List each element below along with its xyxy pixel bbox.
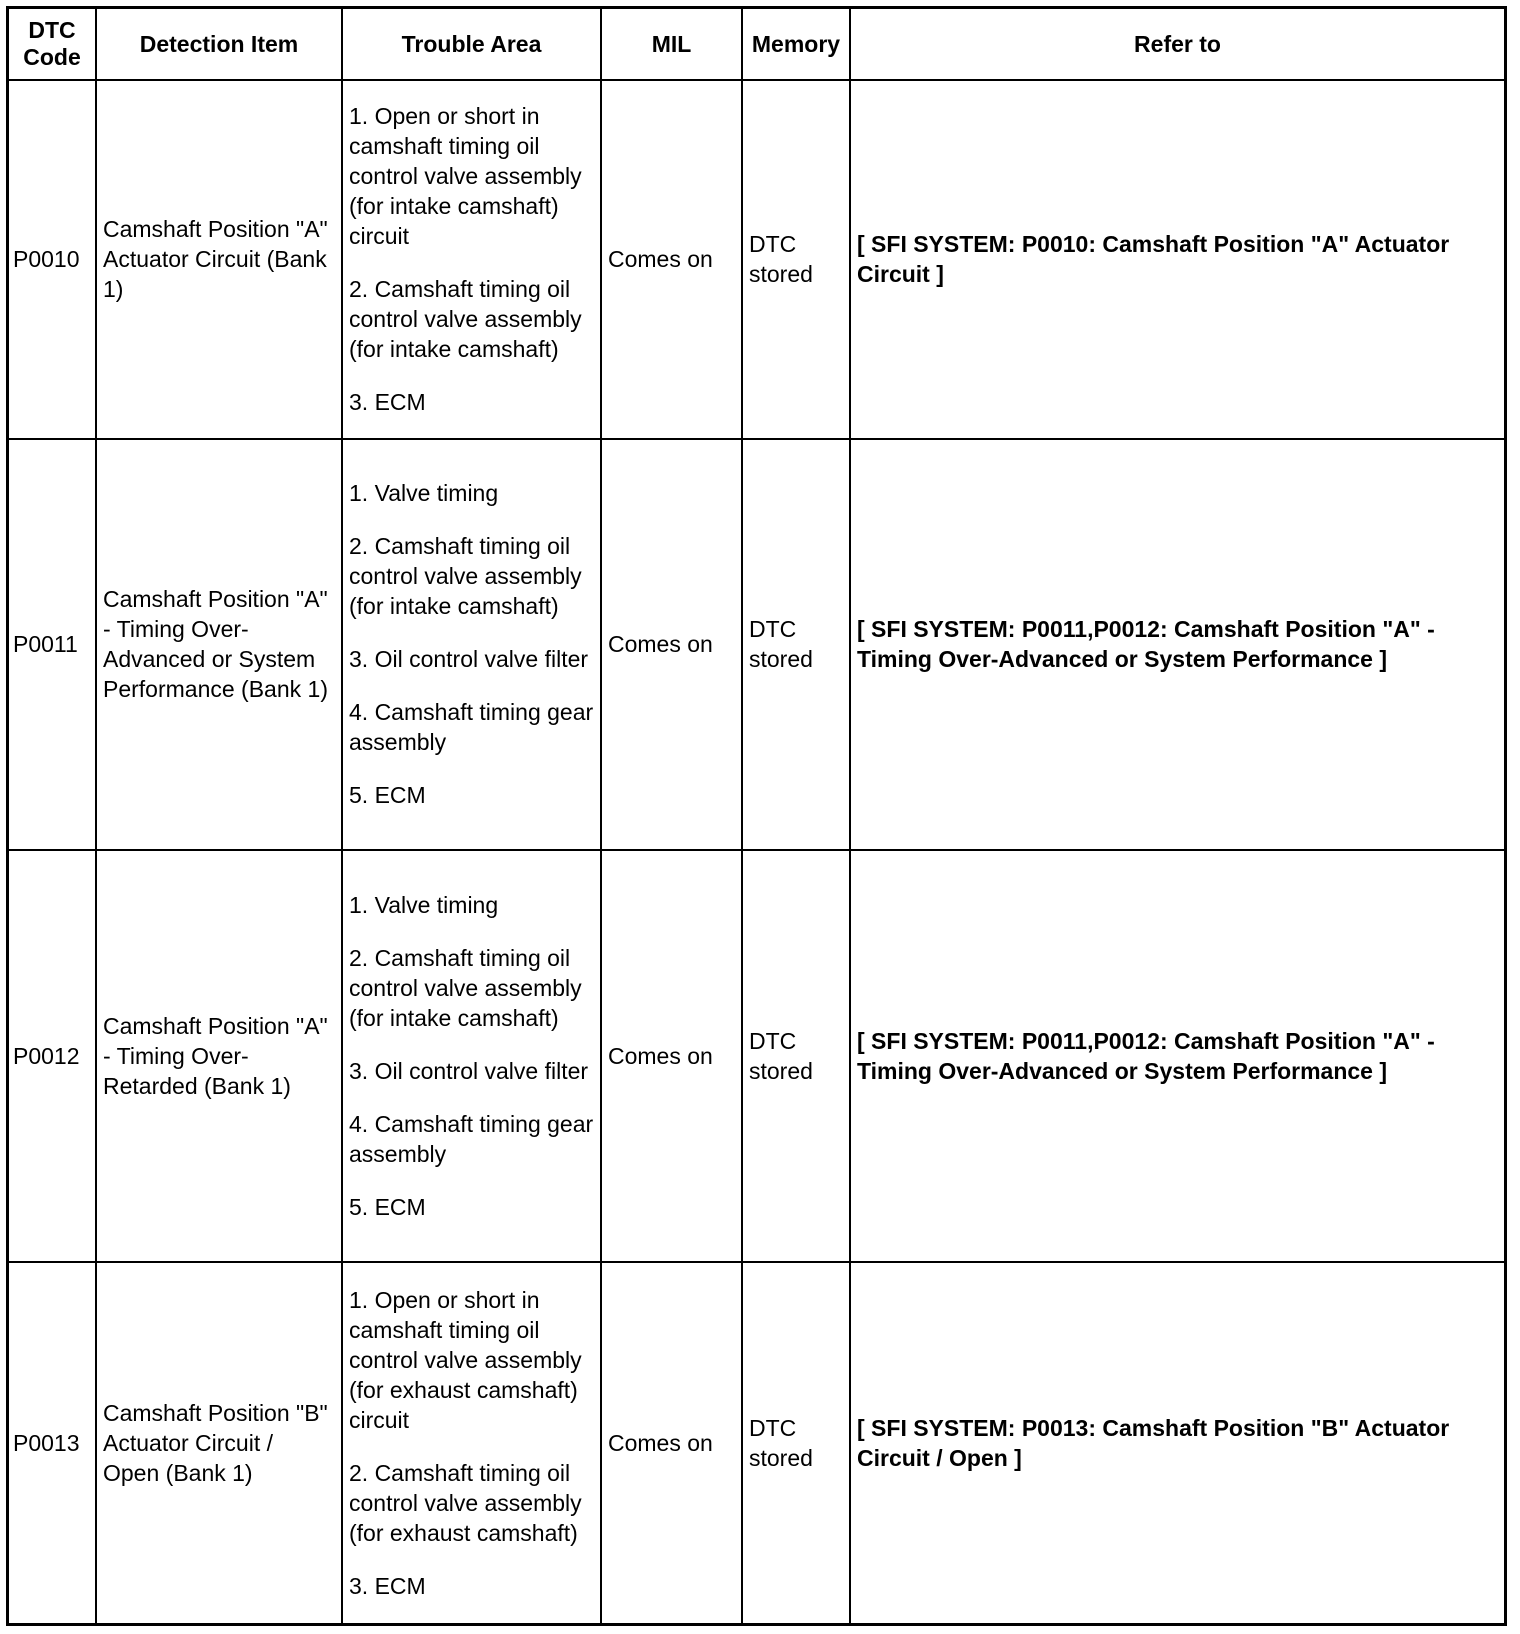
trouble-area-item: 4. Camshaft timing gear assembly xyxy=(349,699,594,756)
dtc-table xyxy=(9,9,1504,1623)
trouble-area-item: 3. ECM xyxy=(349,389,426,416)
trouble-area-item: 3. Oil control valve filter xyxy=(349,646,589,673)
table-row xyxy=(9,80,1504,439)
trouble-area-item: 1. Valve timing xyxy=(349,480,499,507)
detection-item-cell: Camshaft Position "B" Actuator Circuit / Open (Bank 1) xyxy=(96,1262,342,1623)
mil-cell: Comes on xyxy=(601,1262,742,1623)
trouble-area-item: 5. ECM xyxy=(349,1194,426,1221)
refer-to-link[interactable]: [ SFI SYSTEM: P0010: Camshaft Position "A" Actuator Circuit ] xyxy=(850,80,1504,439)
trouble-area-item: 5. ECM xyxy=(349,782,426,809)
dtc-code-cell: P0013 xyxy=(9,1262,96,1623)
memory-cell: DTC stored xyxy=(742,80,850,439)
mil-cell: Comes on xyxy=(601,850,742,1262)
dtc-code-cell: P0010 xyxy=(9,80,96,439)
table-row xyxy=(9,850,1504,1262)
memory-cell: DTC stored xyxy=(742,850,850,1262)
table-header-row xyxy=(9,9,1504,80)
header-detection-item: Detection Item xyxy=(96,9,342,80)
trouble-area-cell xyxy=(342,80,601,439)
trouble-area-item: 2. Camshaft timing oil control valve assembly (for intake camshaft) xyxy=(349,533,582,620)
refer-to-link[interactable]: [ SFI SYSTEM: P0013: Camshaft Position "B" Actuator Circuit / Open ] xyxy=(850,1262,1504,1623)
trouble-area-item: 1. Open or short in camshaft timing oil control valve assembly (for intake camshaft) circuit xyxy=(349,103,582,250)
trouble-area-item: 4. Camshaft timing gear assembly xyxy=(349,1111,594,1168)
header-mil: MIL xyxy=(601,9,742,80)
trouble-area-item: 3. ECM xyxy=(349,1573,426,1600)
header-refer-to: Refer to xyxy=(850,9,1504,80)
header-trouble-area: Trouble Area xyxy=(342,9,601,80)
trouble-area-item: 1. Valve timing xyxy=(349,892,499,919)
mil-cell: Comes on xyxy=(601,439,742,850)
trouble-area-cell xyxy=(342,439,601,850)
trouble-area-item: 2. Camshaft timing oil control valve assembly (for exhaust camshaft) xyxy=(349,1460,582,1547)
mil-cell: Comes on xyxy=(601,80,742,439)
header-dtc-code: DTC Code xyxy=(9,9,96,80)
memory-cell: DTC stored xyxy=(742,439,850,850)
dtc-code-cell: P0011 xyxy=(9,439,96,850)
header-memory: Memory xyxy=(742,9,850,80)
dtc-code-cell: P0012 xyxy=(9,850,96,1262)
table-row xyxy=(9,439,1504,850)
trouble-area-item: 1. Open or short in camshaft timing oil control valve assembly (for exhaust camshaft) circuit xyxy=(349,1287,582,1434)
detection-item-cell: Camshaft Position "A" - Timing Over-Advanced or System Performance (Bank 1) xyxy=(96,439,342,850)
table-row xyxy=(9,1262,1504,1623)
refer-to-link[interactable]: [ SFI SYSTEM: P0011,P0012: Camshaft Position "A" - Timing Over-Advanced or System Performance ] xyxy=(850,439,1504,850)
trouble-area-cell xyxy=(342,1262,601,1623)
refer-to-link[interactable]: [ SFI SYSTEM: P0011,P0012: Camshaft Position "A" - Timing Over-Advanced or System Performance ] xyxy=(850,850,1504,1262)
detection-item-cell: Camshaft Position "A" Actuator Circuit (Bank 1) xyxy=(96,80,342,439)
memory-cell: DTC stored xyxy=(742,1262,850,1623)
trouble-area-item: 3. Oil control valve filter xyxy=(349,1058,589,1085)
detection-item-cell: Camshaft Position "A" - Timing Over-Retarded (Bank 1) xyxy=(96,850,342,1262)
dtc-table-container xyxy=(6,6,1507,1626)
trouble-area-item: 2. Camshaft timing oil control valve assembly (for intake camshaft) xyxy=(349,276,582,363)
trouble-area-cell xyxy=(342,850,601,1262)
trouble-area-item: 2. Camshaft timing oil control valve assembly (for intake camshaft) xyxy=(349,945,582,1032)
